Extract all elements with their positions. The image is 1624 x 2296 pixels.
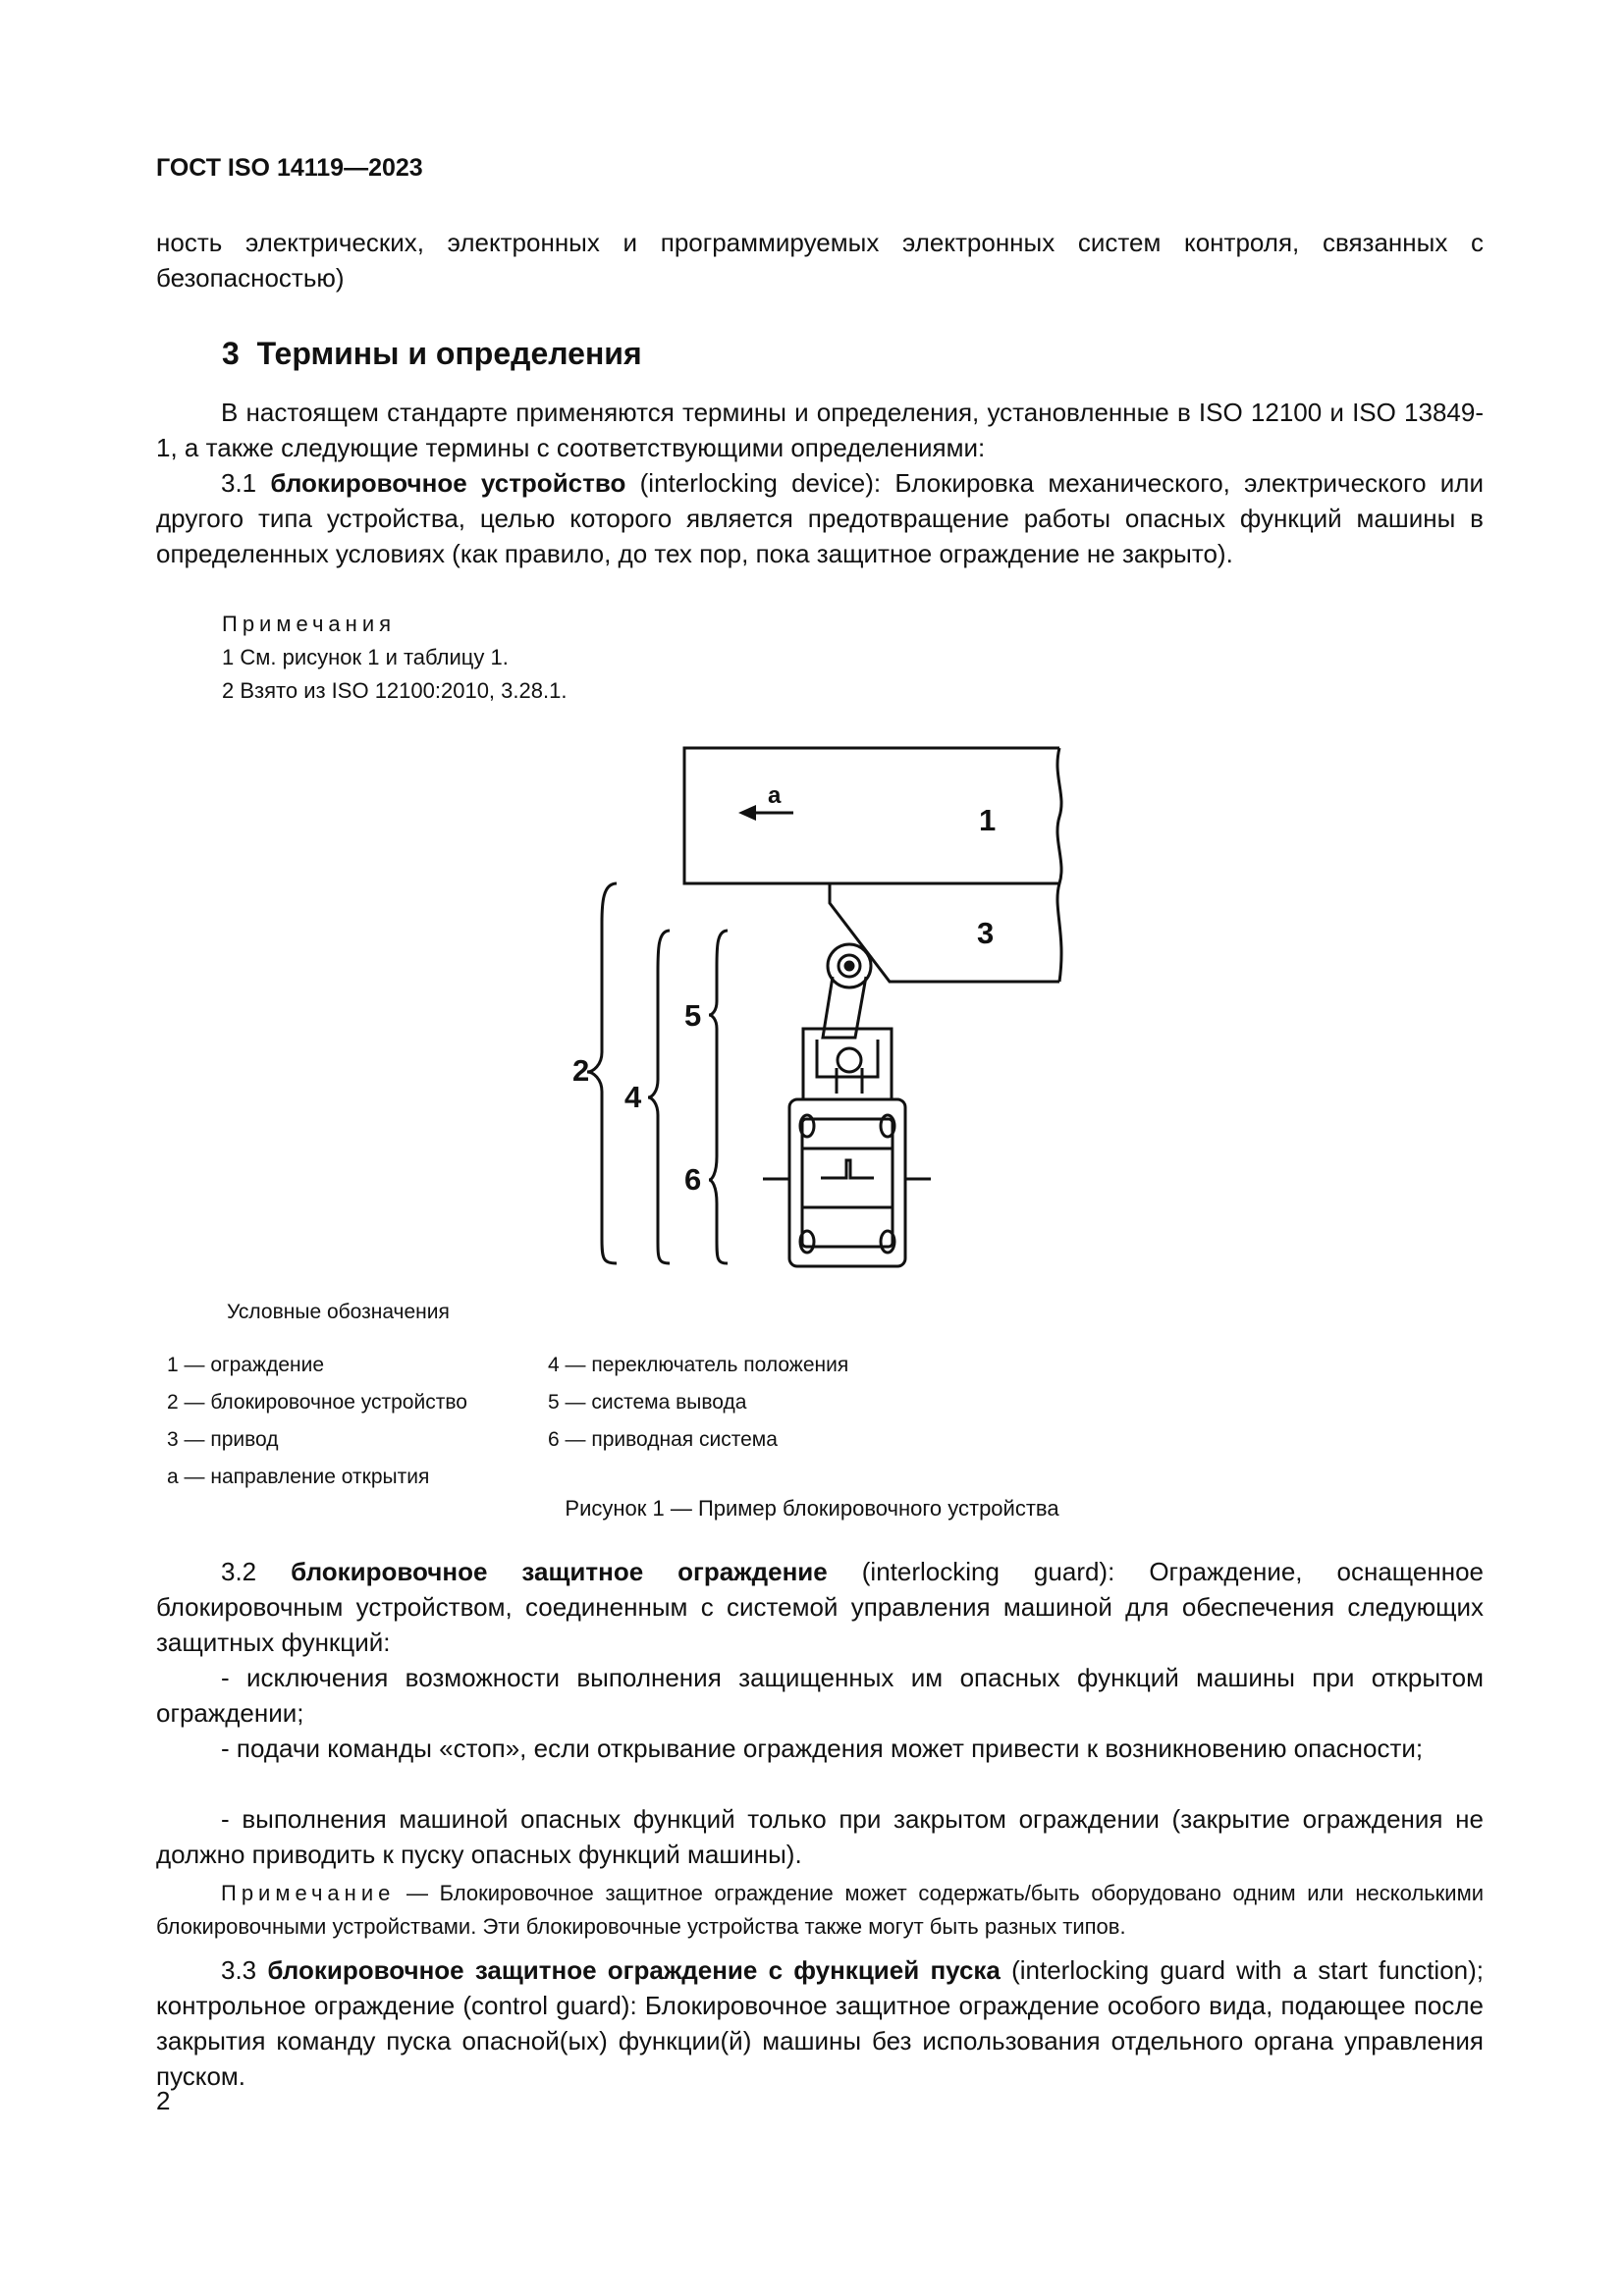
switch-body xyxy=(789,1099,905,1266)
label-4: 4 xyxy=(624,1080,642,1114)
legend-item: 1 — ограждение xyxy=(167,1354,325,1376)
label-3: 3 xyxy=(977,916,995,950)
continuation-paragraph: ность электрических, электронных и программируемых электронных систем контроля, связанных с безопасностью) xyxy=(156,228,1484,293)
list-item: - выполнения машиной опасных функций только при закрытом ограждении (закрытие ограждения не должно приводить к пуску опасных функций машины). xyxy=(156,1804,1484,1869)
section-title: Термины и определения xyxy=(256,336,642,371)
running-header: ГОСТ ISO 14119—2023 xyxy=(156,154,423,182)
section-intro: В настоящем стандарте применяются термины и определения, установленные в ISO 12100 и ISO 13849-1, а также следующие термины с соответствующими определениями: xyxy=(156,398,1484,462)
term-3-2 xyxy=(156,1554,1484,1660)
legend-item: 2 — блокировочное устройство xyxy=(167,1391,467,1414)
term-name: блокировочное защитное ограждение xyxy=(291,1557,828,1586)
page-number: 2 xyxy=(156,2086,171,2115)
term-3-3 xyxy=(156,1952,1484,2094)
brace-2 xyxy=(587,883,617,1263)
list-item: - подачи команды «стоп», если открывание ограждения может привести к возникновению опасности; xyxy=(221,1734,1424,1763)
label-direction: a xyxy=(768,782,782,809)
term-definition: (interlocking device): Блокировка механического, электрического или другого типа устройства, целью которого является предотвращение работы опасных функций машины в определенных условиях (как правило, до тех пор, пока защитное ограждение не закрыто). xyxy=(156,468,1484,568)
note-heading: Примечание xyxy=(221,1881,396,1905)
note-item: 1 См. рисунок 1 и таблицу 1. xyxy=(222,645,509,669)
term-number: 3.1 xyxy=(221,468,257,498)
legend-item: a — направление открытия xyxy=(167,1466,430,1488)
note-item: 2 Взято из ISO 12100:2010, 3.28.1. xyxy=(222,678,568,703)
term-definition: (interlocking guard with a start function); контрольное ограждение (control guard): Блокировочное защитное ограждение особого вида, подающее после закрытия команду пуска опасной(ых) функции(й) машины без использования отдельного органа управления пуском. xyxy=(156,1955,1484,2091)
legend-item: 3 — привод xyxy=(167,1428,279,1451)
brace-6 xyxy=(709,1099,728,1263)
guard-block xyxy=(684,748,1059,883)
term-name: блокировочное устройство xyxy=(270,468,626,498)
brace-5 xyxy=(709,931,728,1099)
brace-4 xyxy=(648,931,670,1263)
term-number: 3.3 xyxy=(221,1955,257,1985)
term-name: блокировочное защитное ограждение с функцией пуска xyxy=(267,1955,1001,1985)
legend-item: 4 — переключатель положения xyxy=(548,1354,849,1376)
label-6: 6 xyxy=(684,1162,702,1197)
term-definition: (interlocking guard): Ограждение, оснащенное блокировочным устройством, соединенным с системой управления машиной для обеспечения следующих защитных функций: xyxy=(156,1557,1485,1657)
direction-arrow-head xyxy=(738,805,756,821)
label-2: 2 xyxy=(572,1053,590,1088)
legend-item: 5 — система вывода xyxy=(548,1391,747,1414)
legend-title: Условные обозначения xyxy=(227,1301,450,1323)
actuator-block xyxy=(830,883,1059,982)
note-text: — Блокировочное защитное ограждение может содержать/быть оборудовано одним или несколькими блокировочными устройствами. Эти блокировочные устройства также могут быть разных типов. xyxy=(156,1881,1484,1939)
term-number: 3.2 xyxy=(221,1557,257,1586)
list-item: - исключения возможности выполнения защищенных им опасных функций машины при открытом ограждении; xyxy=(156,1663,1484,1728)
section-number: 3 xyxy=(222,336,240,371)
figure-caption: Рисунок 1 — Пример блокировочного устройства xyxy=(565,1496,1059,1521)
label-5: 5 xyxy=(684,998,702,1033)
legend-item: 6 — приводная система xyxy=(548,1428,778,1451)
note-3-2 xyxy=(156,1877,1484,1944)
guard-break-line xyxy=(1057,748,1061,982)
label-1: 1 xyxy=(979,803,997,837)
notes-heading: Примечания xyxy=(222,612,397,636)
